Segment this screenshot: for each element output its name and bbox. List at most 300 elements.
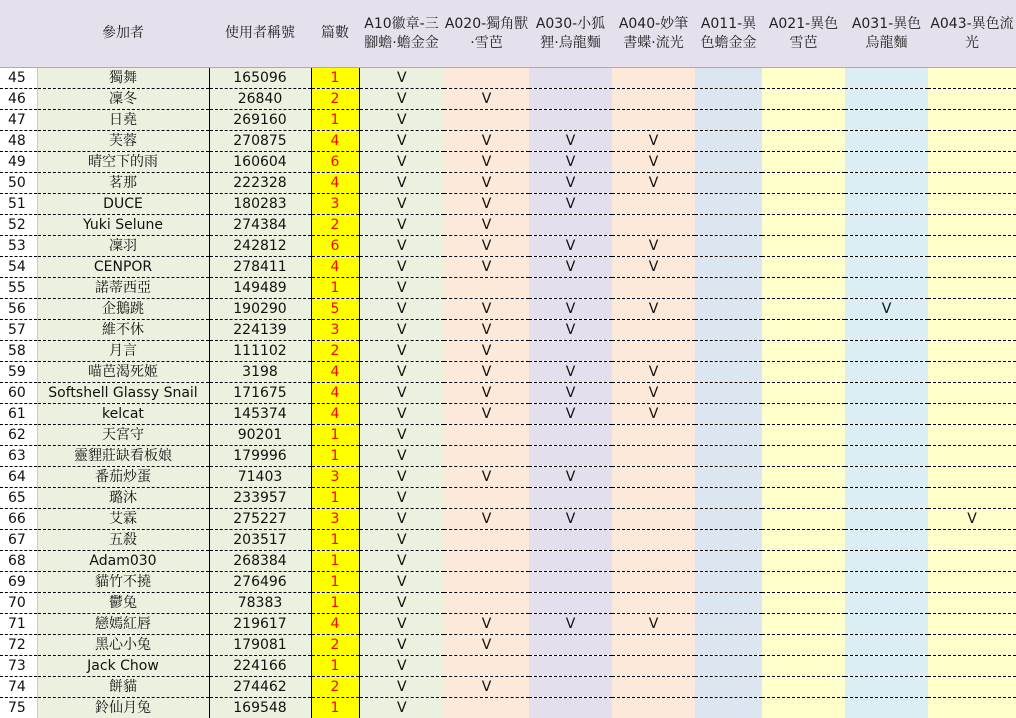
badge-mark-cell[interactable]: V xyxy=(359,551,444,572)
row-number-cell[interactable]: 49 xyxy=(0,152,37,173)
post-count-cell[interactable]: 2 xyxy=(311,89,359,110)
user-id-cell[interactable]: 179081 xyxy=(209,635,311,656)
header-post-count[interactable]: 篇數 xyxy=(311,0,359,68)
badge-mark-cell[interactable] xyxy=(529,341,612,362)
badge-mark-cell[interactable] xyxy=(695,572,762,593)
badge-mark-cell[interactable] xyxy=(928,572,1016,593)
post-count-cell[interactable]: 3 xyxy=(311,194,359,215)
badge-mark-cell[interactable] xyxy=(695,509,762,530)
badge-mark-cell[interactable] xyxy=(612,68,695,89)
participant-name-cell[interactable]: 月言 xyxy=(37,341,209,362)
badge-mark-cell[interactable] xyxy=(845,593,928,614)
participant-name-cell[interactable]: 天宮守 xyxy=(37,425,209,446)
post-count-cell[interactable]: 4 xyxy=(311,404,359,425)
badge-mark-cell[interactable] xyxy=(444,698,529,718)
participant-name-cell[interactable]: 鈴仙月兔 xyxy=(37,698,209,718)
badge-mark-cell[interactable] xyxy=(762,698,845,718)
badge-mark-cell[interactable]: V xyxy=(359,677,444,698)
post-count-cell[interactable]: 4 xyxy=(311,362,359,383)
row-number-cell[interactable]: 70 xyxy=(0,593,37,614)
badge-mark-cell[interactable]: V xyxy=(444,299,529,320)
participant-name-cell[interactable]: 靈貍莊缺看板娘 xyxy=(37,446,209,467)
badge-mark-cell[interactable] xyxy=(695,677,762,698)
post-count-cell[interactable]: 1 xyxy=(311,593,359,614)
badge-mark-cell[interactable] xyxy=(529,446,612,467)
participant-name-cell[interactable]: 晴空下的雨 xyxy=(37,152,209,173)
badge-mark-cell[interactable] xyxy=(762,551,845,572)
user-id-cell[interactable]: 3198 xyxy=(209,362,311,383)
badge-mark-cell[interactable] xyxy=(612,677,695,698)
post-count-cell[interactable]: 2 xyxy=(311,341,359,362)
badge-mark-cell[interactable]: V xyxy=(612,383,695,404)
user-id-cell[interactable]: 274462 xyxy=(209,677,311,698)
badge-mark-cell[interactable] xyxy=(695,299,762,320)
badge-mark-cell[interactable] xyxy=(762,383,845,404)
badge-mark-cell[interactable] xyxy=(612,341,695,362)
badge-mark-cell[interactable] xyxy=(762,635,845,656)
post-count-cell[interactable]: 6 xyxy=(311,236,359,257)
row-number-cell[interactable]: 57 xyxy=(0,320,37,341)
badge-mark-cell[interactable] xyxy=(695,635,762,656)
badge-mark-cell[interactable] xyxy=(612,320,695,341)
badge-mark-cell[interactable]: V xyxy=(359,572,444,593)
participant-name-cell[interactable]: DUCE xyxy=(37,194,209,215)
user-id-cell[interactable]: 71403 xyxy=(209,467,311,488)
user-id-cell[interactable]: 219617 xyxy=(209,614,311,635)
badge-mark-cell[interactable] xyxy=(928,152,1016,173)
row-number-cell[interactable]: 73 xyxy=(0,656,37,677)
badge-mark-cell[interactable]: V xyxy=(612,236,695,257)
badge-mark-cell[interactable]: V xyxy=(359,152,444,173)
badge-mark-cell[interactable]: V xyxy=(359,488,444,509)
post-count-cell[interactable]: 5 xyxy=(311,299,359,320)
post-count-cell[interactable]: 1 xyxy=(311,698,359,718)
badge-mark-cell[interactable]: V xyxy=(612,152,695,173)
badge-mark-cell[interactable]: V xyxy=(444,383,529,404)
badge-mark-cell[interactable] xyxy=(444,425,529,446)
badge-mark-cell[interactable] xyxy=(845,488,928,509)
badge-mark-cell[interactable]: V xyxy=(359,215,444,236)
participant-name-cell[interactable]: 凜羽 xyxy=(37,236,209,257)
badge-mark-cell[interactable]: V xyxy=(359,257,444,278)
badge-mark-cell[interactable] xyxy=(444,68,529,89)
participant-name-cell[interactable]: Adam030 xyxy=(37,551,209,572)
badge-mark-cell[interactable] xyxy=(612,215,695,236)
badge-mark-cell[interactable]: V xyxy=(444,215,529,236)
badge-mark-cell[interactable]: V xyxy=(444,677,529,698)
badge-mark-cell[interactable] xyxy=(529,68,612,89)
badge-mark-cell[interactable] xyxy=(529,110,612,131)
badge-mark-cell[interactable]: V xyxy=(612,257,695,278)
participant-name-cell[interactable]: 茗那 xyxy=(37,173,209,194)
post-count-cell[interactable]: 3 xyxy=(311,509,359,530)
badge-mark-cell[interactable]: V xyxy=(359,698,444,718)
badge-mark-cell[interactable] xyxy=(762,488,845,509)
post-count-cell[interactable]: 3 xyxy=(311,320,359,341)
badge-mark-cell[interactable] xyxy=(612,446,695,467)
badge-mark-cell[interactable] xyxy=(444,593,529,614)
row-number-cell[interactable]: 72 xyxy=(0,635,37,656)
badge-mark-cell[interactable] xyxy=(928,68,1016,89)
badge-mark-cell[interactable]: V xyxy=(359,173,444,194)
badge-mark-cell[interactable] xyxy=(529,278,612,299)
post-count-cell[interactable]: 1 xyxy=(311,425,359,446)
badge-mark-cell[interactable] xyxy=(612,425,695,446)
header-col-a030[interactable]: A030-小狐狸·烏龍麵 xyxy=(529,0,612,68)
badge-mark-cell[interactable] xyxy=(695,488,762,509)
post-count-cell[interactable]: 2 xyxy=(311,215,359,236)
badge-mark-cell[interactable] xyxy=(845,530,928,551)
badge-mark-cell[interactable] xyxy=(762,656,845,677)
badge-mark-cell[interactable] xyxy=(695,89,762,110)
badge-mark-cell[interactable] xyxy=(928,425,1016,446)
badge-mark-cell[interactable] xyxy=(845,677,928,698)
badge-mark-cell[interactable]: V xyxy=(444,467,529,488)
user-id-cell[interactable]: 269160 xyxy=(209,110,311,131)
participant-name-cell[interactable]: 凜冬 xyxy=(37,89,209,110)
badge-mark-cell[interactable]: V xyxy=(359,509,444,530)
post-count-cell[interactable]: 4 xyxy=(311,383,359,404)
header-col-a043[interactable]: A043-異色流光 xyxy=(928,0,1016,68)
badge-mark-cell[interactable]: V xyxy=(359,425,444,446)
badge-mark-cell[interactable] xyxy=(762,278,845,299)
row-number-cell[interactable]: 47 xyxy=(0,110,37,131)
post-count-cell[interactable]: 2 xyxy=(311,635,359,656)
badge-mark-cell[interactable] xyxy=(928,194,1016,215)
badge-mark-cell[interactable] xyxy=(612,551,695,572)
badge-mark-cell[interactable] xyxy=(928,530,1016,551)
participant-name-cell[interactable]: 番茄炒蛋 xyxy=(37,467,209,488)
header-num[interactable] xyxy=(0,0,37,68)
badge-mark-cell[interactable] xyxy=(845,278,928,299)
badge-mark-cell[interactable] xyxy=(695,593,762,614)
badge-mark-cell[interactable] xyxy=(612,467,695,488)
badge-mark-cell[interactable] xyxy=(762,152,845,173)
user-id-cell[interactable]: 278411 xyxy=(209,257,311,278)
badge-mark-cell[interactable]: V xyxy=(444,362,529,383)
badge-mark-cell[interactable]: V xyxy=(444,131,529,152)
participant-name-cell[interactable]: 諾蒂西亞 xyxy=(37,278,209,299)
badge-mark-cell[interactable] xyxy=(845,320,928,341)
header-col-a021[interactable]: A021-異色雪芭 xyxy=(762,0,845,68)
participant-name-cell[interactable]: 璐沐 xyxy=(37,488,209,509)
badge-mark-cell[interactable] xyxy=(928,488,1016,509)
badge-mark-cell[interactable] xyxy=(762,446,845,467)
participant-name-cell[interactable]: 獨舞 xyxy=(37,68,209,89)
header-col-a040[interactable]: A040-妙筆書蝶·流光 xyxy=(612,0,695,68)
badge-mark-cell[interactable] xyxy=(845,194,928,215)
badge-mark-cell[interactable] xyxy=(612,89,695,110)
badge-mark-cell[interactable] xyxy=(444,551,529,572)
row-number-cell[interactable]: 53 xyxy=(0,236,37,257)
participant-name-cell[interactable]: 日堯 xyxy=(37,110,209,131)
participant-name-cell[interactable]: 貓竹不撓 xyxy=(37,572,209,593)
badge-mark-cell[interactable] xyxy=(695,446,762,467)
badge-mark-cell[interactable] xyxy=(444,488,529,509)
badge-mark-cell[interactable]: V xyxy=(359,89,444,110)
badge-mark-cell[interactable]: V xyxy=(444,257,529,278)
badge-mark-cell[interactable] xyxy=(444,656,529,677)
badge-mark-cell[interactable] xyxy=(845,152,928,173)
badge-mark-cell[interactable] xyxy=(444,110,529,131)
badge-mark-cell[interactable] xyxy=(928,656,1016,677)
badge-mark-cell[interactable] xyxy=(695,614,762,635)
badge-mark-cell[interactable]: V xyxy=(612,131,695,152)
badge-mark-cell[interactable]: V xyxy=(444,152,529,173)
badge-mark-cell[interactable] xyxy=(762,215,845,236)
header-col-a011[interactable]: A011-異色蟾金金 xyxy=(695,0,762,68)
badge-mark-cell[interactable]: V xyxy=(529,467,612,488)
badge-mark-cell[interactable] xyxy=(695,656,762,677)
badge-mark-cell[interactable] xyxy=(695,257,762,278)
badge-mark-cell[interactable] xyxy=(928,320,1016,341)
badge-mark-cell[interactable] xyxy=(928,593,1016,614)
participant-name-cell[interactable]: 鬱兔 xyxy=(37,593,209,614)
badge-mark-cell[interactable] xyxy=(529,593,612,614)
badge-mark-cell[interactable] xyxy=(762,572,845,593)
badge-mark-cell[interactable] xyxy=(845,698,928,718)
badge-mark-cell[interactable]: V xyxy=(359,320,444,341)
badge-mark-cell[interactable] xyxy=(845,236,928,257)
badge-mark-cell[interactable] xyxy=(695,278,762,299)
badge-mark-cell[interactable] xyxy=(695,215,762,236)
user-id-cell[interactable]: 179996 xyxy=(209,446,311,467)
badge-mark-cell[interactable] xyxy=(928,362,1016,383)
row-number-cell[interactable]: 69 xyxy=(0,572,37,593)
badge-mark-cell[interactable] xyxy=(695,383,762,404)
badge-mark-cell[interactable] xyxy=(612,698,695,718)
badge-mark-cell[interactable] xyxy=(762,236,845,257)
participant-name-cell[interactable]: kelcat xyxy=(37,404,209,425)
row-number-cell[interactable]: 62 xyxy=(0,425,37,446)
badge-mark-cell[interactable] xyxy=(762,68,845,89)
badge-mark-cell[interactable] xyxy=(444,530,529,551)
badge-mark-cell[interactable]: V xyxy=(529,257,612,278)
row-number-cell[interactable]: 68 xyxy=(0,551,37,572)
user-id-cell[interactable]: 222328 xyxy=(209,173,311,194)
header-participant[interactable]: 參加者 xyxy=(37,0,209,68)
badge-mark-cell[interactable]: V xyxy=(359,614,444,635)
badge-mark-cell[interactable] xyxy=(762,467,845,488)
badge-mark-cell[interactable] xyxy=(928,551,1016,572)
badge-mark-cell[interactable]: V xyxy=(359,194,444,215)
badge-mark-cell[interactable] xyxy=(695,194,762,215)
badge-mark-cell[interactable] xyxy=(845,341,928,362)
badge-mark-cell[interactable] xyxy=(612,635,695,656)
badge-mark-cell[interactable] xyxy=(845,131,928,152)
badge-mark-cell[interactable] xyxy=(612,488,695,509)
badge-mark-cell[interactable]: V xyxy=(529,194,612,215)
participant-name-cell[interactable]: 芙蓉 xyxy=(37,131,209,152)
badge-mark-cell[interactable]: V xyxy=(359,362,444,383)
badge-mark-cell[interactable]: V xyxy=(845,299,928,320)
post-count-cell[interactable]: 1 xyxy=(311,530,359,551)
post-count-cell[interactable]: 1 xyxy=(311,551,359,572)
row-number-cell[interactable]: 65 xyxy=(0,488,37,509)
badge-mark-cell[interactable]: V xyxy=(529,614,612,635)
badge-mark-cell[interactable] xyxy=(928,110,1016,131)
badge-mark-cell[interactable] xyxy=(695,425,762,446)
user-id-cell[interactable]: 111102 xyxy=(209,341,311,362)
user-id-cell[interactable]: 274384 xyxy=(209,215,311,236)
participant-name-cell[interactable]: 餅貓 xyxy=(37,677,209,698)
badge-mark-cell[interactable] xyxy=(845,173,928,194)
badge-mark-cell[interactable] xyxy=(928,698,1016,718)
badge-mark-cell[interactable] xyxy=(845,89,928,110)
user-id-cell[interactable]: 203517 xyxy=(209,530,311,551)
badge-mark-cell[interactable]: V xyxy=(359,656,444,677)
header-col-a10[interactable]: A10徽章-三腳蟾·蟾金金 xyxy=(359,0,444,68)
row-number-cell[interactable]: 50 xyxy=(0,173,37,194)
badge-mark-cell[interactable]: V xyxy=(529,320,612,341)
badge-mark-cell[interactable] xyxy=(444,572,529,593)
post-count-cell[interactable]: 2 xyxy=(311,677,359,698)
badge-mark-cell[interactable] xyxy=(762,509,845,530)
badge-mark-cell[interactable]: V xyxy=(529,383,612,404)
post-count-cell[interactable]: 4 xyxy=(311,131,359,152)
badge-mark-cell[interactable] xyxy=(695,404,762,425)
badge-mark-cell[interactable] xyxy=(695,530,762,551)
badge-mark-cell[interactable] xyxy=(928,341,1016,362)
badge-mark-cell[interactable] xyxy=(762,341,845,362)
row-number-cell[interactable]: 66 xyxy=(0,509,37,530)
badge-mark-cell[interactable]: V xyxy=(529,236,612,257)
badge-mark-cell[interactable] xyxy=(928,446,1016,467)
user-id-cell[interactable]: 160604 xyxy=(209,152,311,173)
badge-mark-cell[interactable] xyxy=(845,446,928,467)
badge-mark-cell[interactable] xyxy=(529,488,612,509)
badge-mark-cell[interactable]: V xyxy=(529,173,612,194)
badge-mark-cell[interactable] xyxy=(762,362,845,383)
post-count-cell[interactable]: 1 xyxy=(311,68,359,89)
badge-mark-cell[interactable] xyxy=(845,656,928,677)
user-id-cell[interactable]: 270875 xyxy=(209,131,311,152)
user-id-cell[interactable]: 171675 xyxy=(209,383,311,404)
participant-name-cell[interactable]: 維不休 xyxy=(37,320,209,341)
user-id-cell[interactable]: 90201 xyxy=(209,425,311,446)
badge-mark-cell[interactable] xyxy=(762,677,845,698)
post-count-cell[interactable]: 1 xyxy=(311,110,359,131)
badge-mark-cell[interactable]: V xyxy=(444,89,529,110)
badge-mark-cell[interactable] xyxy=(762,530,845,551)
badge-mark-cell[interactable]: V xyxy=(359,68,444,89)
badge-mark-cell[interactable] xyxy=(845,614,928,635)
badge-mark-cell[interactable] xyxy=(529,530,612,551)
badge-mark-cell[interactable]: V xyxy=(529,509,612,530)
user-id-cell[interactable]: 165096 xyxy=(209,68,311,89)
badge-mark-cell[interactable] xyxy=(529,425,612,446)
badge-mark-cell[interactable] xyxy=(762,299,845,320)
row-number-cell[interactable]: 56 xyxy=(0,299,37,320)
badge-mark-cell[interactable]: V xyxy=(359,131,444,152)
post-count-cell[interactable]: 4 xyxy=(311,614,359,635)
badge-mark-cell[interactable] xyxy=(762,320,845,341)
post-count-cell[interactable]: 1 xyxy=(311,488,359,509)
badge-mark-cell[interactable]: V xyxy=(359,299,444,320)
badge-mark-cell[interactable] xyxy=(845,572,928,593)
row-number-cell[interactable]: 75 xyxy=(0,698,37,718)
post-count-cell[interactable]: 6 xyxy=(311,152,359,173)
user-id-cell[interactable]: 149489 xyxy=(209,278,311,299)
badge-mark-cell[interactable]: V xyxy=(612,299,695,320)
badge-mark-cell[interactable] xyxy=(928,236,1016,257)
user-id-cell[interactable]: 268384 xyxy=(209,551,311,572)
badge-mark-cell[interactable] xyxy=(529,215,612,236)
badge-mark-cell[interactable] xyxy=(928,173,1016,194)
participant-name-cell[interactable]: 戀嫣紅唇 xyxy=(37,614,209,635)
badge-mark-cell[interactable]: V xyxy=(529,362,612,383)
badge-mark-cell[interactable] xyxy=(529,551,612,572)
badge-mark-cell[interactable]: V xyxy=(529,152,612,173)
badge-mark-cell[interactable] xyxy=(928,299,1016,320)
badge-mark-cell[interactable] xyxy=(762,194,845,215)
badge-mark-cell[interactable] xyxy=(845,68,928,89)
badge-mark-cell[interactable] xyxy=(695,341,762,362)
badge-mark-cell[interactable]: V xyxy=(612,173,695,194)
row-number-cell[interactable]: 60 xyxy=(0,383,37,404)
participant-name-cell[interactable]: Jack Chow xyxy=(37,656,209,677)
badge-mark-cell[interactable]: V xyxy=(612,614,695,635)
badge-mark-cell[interactable] xyxy=(695,698,762,718)
badge-mark-cell[interactable] xyxy=(695,362,762,383)
badge-mark-cell[interactable] xyxy=(928,383,1016,404)
badge-mark-cell[interactable] xyxy=(612,572,695,593)
user-id-cell[interactable]: 275227 xyxy=(209,509,311,530)
badge-mark-cell[interactable] xyxy=(928,614,1016,635)
badge-mark-cell[interactable] xyxy=(928,257,1016,278)
row-number-cell[interactable]: 45 xyxy=(0,68,37,89)
badge-mark-cell[interactable] xyxy=(612,593,695,614)
user-id-cell[interactable]: 233957 xyxy=(209,488,311,509)
participant-name-cell[interactable]: CENPOR xyxy=(37,257,209,278)
badge-mark-cell[interactable] xyxy=(612,194,695,215)
badge-mark-cell[interactable] xyxy=(762,425,845,446)
badge-mark-cell[interactable] xyxy=(444,278,529,299)
participant-name-cell[interactable]: 五殺 xyxy=(37,530,209,551)
badge-mark-cell[interactable] xyxy=(612,530,695,551)
badge-mark-cell[interactable] xyxy=(762,257,845,278)
row-number-cell[interactable]: 51 xyxy=(0,194,37,215)
participant-name-cell[interactable]: 艾霖 xyxy=(37,509,209,530)
badge-mark-cell[interactable]: V xyxy=(359,530,444,551)
participant-name-cell[interactable]: Softshell Glassy Snail xyxy=(37,383,209,404)
user-id-cell[interactable]: 224166 xyxy=(209,656,311,677)
badge-mark-cell[interactable]: V xyxy=(529,299,612,320)
user-id-cell[interactable]: 224139 xyxy=(209,320,311,341)
post-count-cell[interactable]: 1 xyxy=(311,446,359,467)
badge-mark-cell[interactable] xyxy=(695,467,762,488)
badge-mark-cell[interactable]: V xyxy=(359,404,444,425)
badge-mark-cell[interactable] xyxy=(612,278,695,299)
badge-mark-cell[interactable] xyxy=(529,635,612,656)
badge-mark-cell[interactable] xyxy=(928,89,1016,110)
badge-mark-cell[interactable] xyxy=(529,698,612,718)
badge-mark-cell[interactable] xyxy=(762,404,845,425)
user-id-cell[interactable]: 26840 xyxy=(209,89,311,110)
row-number-cell[interactable]: 52 xyxy=(0,215,37,236)
badge-mark-cell[interactable] xyxy=(845,362,928,383)
badge-mark-cell[interactable] xyxy=(845,257,928,278)
badge-mark-cell[interactable]: V xyxy=(612,404,695,425)
badge-mark-cell[interactable] xyxy=(928,215,1016,236)
badge-mark-cell[interactable] xyxy=(845,467,928,488)
badge-mark-cell[interactable]: V xyxy=(359,383,444,404)
badge-mark-cell[interactable] xyxy=(695,173,762,194)
badge-mark-cell[interactable] xyxy=(612,509,695,530)
participant-name-cell[interactable]: 黑心小兔 xyxy=(37,635,209,656)
badge-mark-cell[interactable] xyxy=(762,593,845,614)
badge-mark-cell[interactable] xyxy=(845,551,928,572)
